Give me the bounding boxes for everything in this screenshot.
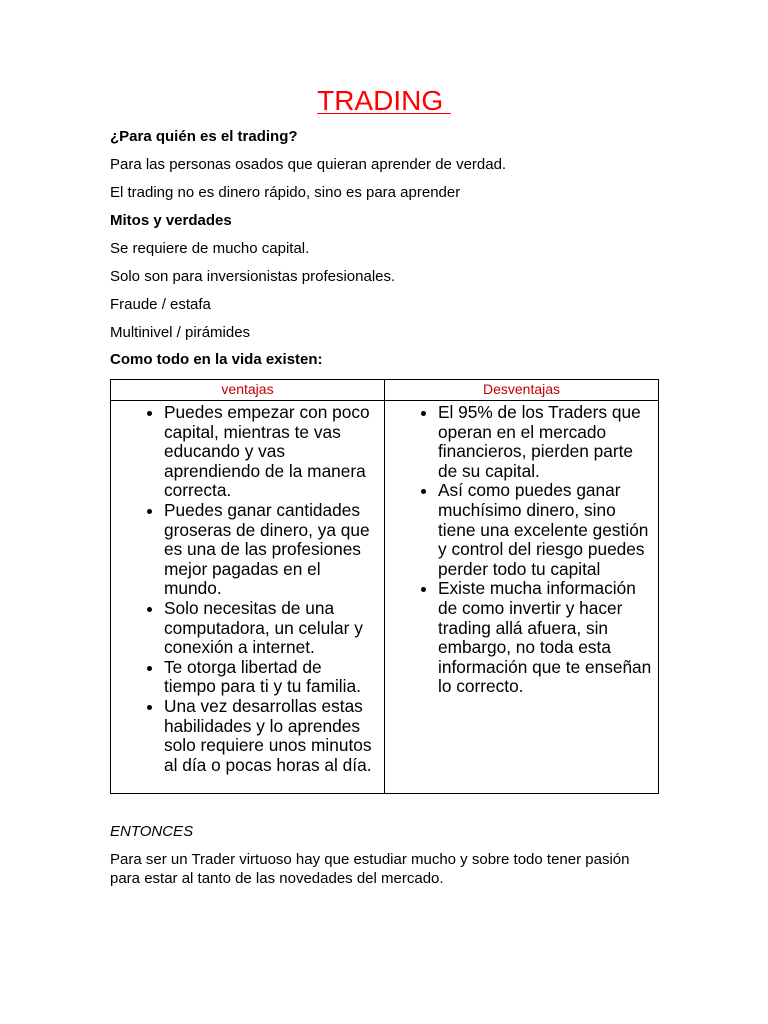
list-item: • El 95% de los Traders que operan en el mercado financieros, pierden parte de su capital. [438, 403, 652, 481]
document-title-text: TRADING [317, 85, 451, 116]
myth-item: Multinivel / pirámides [110, 324, 251, 341]
myth-item: Solo son para inversionistas profesionales. [110, 268, 396, 285]
document-title [110, 84, 658, 118]
ventajas-list [117, 403, 378, 775]
column-header-ventajas: ventajas [111, 380, 385, 401]
closing-paragraph: Para ser un Trader virtuoso hay que estudiar mucho y sobre todo tener pasión para estar al tanto de las novedades del mercado. [110, 851, 630, 887]
comparison-table [110, 379, 659, 794]
list-item: • Una vez desarrollas estas habilidades y lo aprendes solo requiere unos minutos al día o pocas horas al día. [164, 697, 378, 775]
desventajas-list [391, 403, 652, 697]
list-item: • Existe mucha información de como invertir y hacer trading allá afuera, sin embargo, no toda esta información que te enseñan lo correcto. [438, 579, 652, 697]
list-item: • Puedes ganar cantidades groseras de dinero, ya que es una de las profesiones mejor pagadas en el mundo. [164, 501, 378, 599]
myth-item: Se requiere de mucho capital. [110, 240, 310, 257]
entonces-heading: ENTONCES [110, 823, 194, 840]
ventajas-cell [111, 401, 385, 794]
column-header-desventajas: Desventajas [385, 380, 659, 401]
myths-heading: Mitos y verdades [110, 212, 232, 229]
list-item: • Te otorga libertad de tiempo para ti y tu familia. [164, 658, 378, 697]
desventajas-cell [385, 401, 659, 794]
myth-item: Fraude / estafa [110, 296, 211, 313]
table-row [111, 401, 659, 794]
answer-line-2: El trading no es dinero rápido, sino es para aprender [110, 184, 461, 201]
list-item: • Puedes empezar con poco capital, mientras te vas educando y vas aprendiendo de la manera correcta. [164, 403, 378, 501]
question-heading: ¿Para quién es el trading? [110, 128, 298, 145]
table-header-row [111, 380, 659, 401]
answer-line-1: Para las personas osados que quieran aprender de verdad. [110, 156, 507, 173]
table-heading: Como todo en la vida existen: [110, 351, 323, 368]
list-item: • Solo necesitas de una computadora, un celular y conexión a internet. [164, 599, 378, 658]
list-item: • Así como puedes ganar muchísimo dinero, sino tiene una excelente gestión y control del riesgo puedes perder todo tu capital [438, 481, 652, 579]
